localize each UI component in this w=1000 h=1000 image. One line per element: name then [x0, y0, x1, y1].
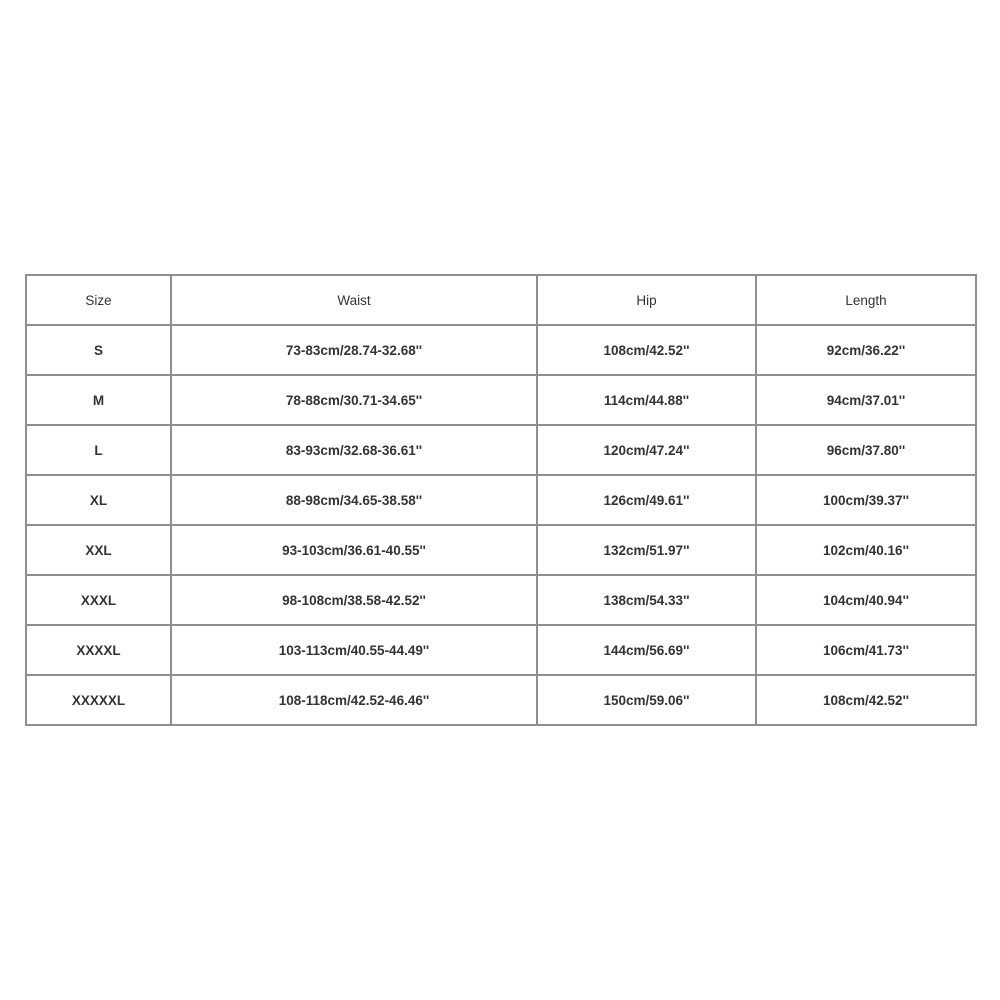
- cell-length: 96cm/37.80'': [756, 425, 976, 475]
- table-row: [26, 475, 976, 525]
- cell-hip: 144cm/56.69'': [537, 625, 756, 675]
- cell-waist: 78-88cm/30.71-34.65'': [171, 375, 537, 425]
- cell-length: 100cm/39.37'': [756, 475, 976, 525]
- table-row: [26, 625, 976, 675]
- cell-size: XXXXXL: [26, 675, 171, 725]
- cell-length: 108cm/42.52'': [756, 675, 976, 725]
- cell-size: XXXXL: [26, 625, 171, 675]
- cell-waist: 103-113cm/40.55-44.49'': [171, 625, 537, 675]
- cell-hip: 132cm/51.97'': [537, 525, 756, 575]
- cell-waist: 93-103cm/36.61-40.55'': [171, 525, 537, 575]
- cell-size: XL: [26, 475, 171, 525]
- table-header-row: [26, 275, 976, 325]
- table-row: [26, 525, 976, 575]
- cell-length: 104cm/40.94'': [756, 575, 976, 625]
- cell-length: 94cm/37.01'': [756, 375, 976, 425]
- cell-waist: 83-93cm/32.68-36.61'': [171, 425, 537, 475]
- table-row: [26, 675, 976, 725]
- header-length: Length: [756, 275, 976, 325]
- cell-hip: 108cm/42.52'': [537, 325, 756, 375]
- cell-waist: 108-118cm/42.52-46.46'': [171, 675, 537, 725]
- cell-hip: 138cm/54.33'': [537, 575, 756, 625]
- cell-hip: 114cm/44.88'': [537, 375, 756, 425]
- cell-length: 92cm/36.22'': [756, 325, 976, 375]
- cell-waist: 98-108cm/38.58-42.52'': [171, 575, 537, 625]
- size-chart-table: [25, 274, 977, 726]
- cell-size: XXL: [26, 525, 171, 575]
- cell-waist: 88-98cm/34.65-38.58'': [171, 475, 537, 525]
- cell-size: L: [26, 425, 171, 475]
- header-size: Size: [26, 275, 171, 325]
- cell-size: M: [26, 375, 171, 425]
- table-row: [26, 425, 976, 475]
- table-row: [26, 375, 976, 425]
- header-hip: Hip: [537, 275, 756, 325]
- cell-hip: 150cm/59.06'': [537, 675, 756, 725]
- table-row: [26, 325, 976, 375]
- cell-waist: 73-83cm/28.74-32.68'': [171, 325, 537, 375]
- table-body: [26, 325, 976, 725]
- header-waist: Waist: [171, 275, 537, 325]
- cell-hip: 120cm/47.24'': [537, 425, 756, 475]
- cell-length: 102cm/40.16'': [756, 525, 976, 575]
- table-row: [26, 575, 976, 625]
- cell-hip: 126cm/49.61'': [537, 475, 756, 525]
- cell-length: 106cm/41.73'': [756, 625, 976, 675]
- cell-size: S: [26, 325, 171, 375]
- cell-size: XXXL: [26, 575, 171, 625]
